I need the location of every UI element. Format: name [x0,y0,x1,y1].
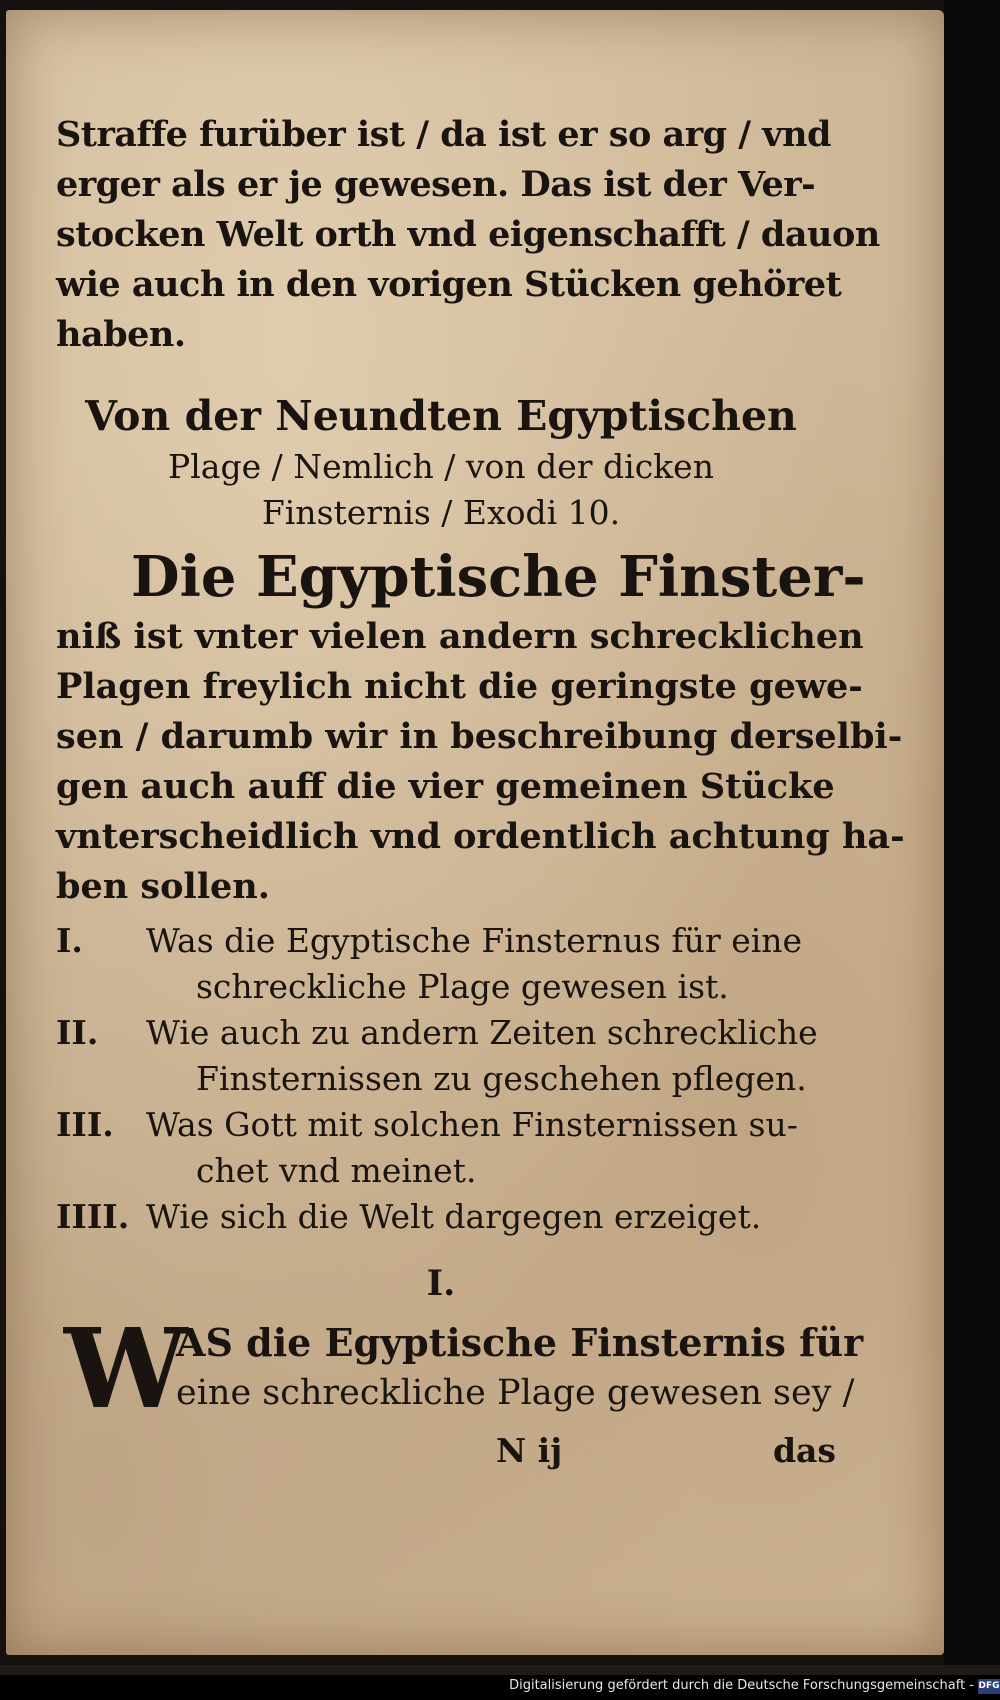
text-line: vnterscheidlich vnd ordentlich achtung ha- [56,816,905,857]
list-text: Was Gott mit solchen Finsternissen su- [146,1105,798,1144]
list-item [56,1194,826,1240]
list-text-continued: chet vnd meinet. [196,1151,477,1190]
top-paragraph [56,110,880,360]
text-line: Straffe furüber ist / da ist er so arg / vnd [56,114,832,155]
numbered-list [56,918,826,1240]
intro-initial-line: Die Egyptische Finster- [131,544,866,610]
scan-edge [944,0,1000,1665]
text-line: wie auch in den vorigen Stücken gehöret [56,264,842,305]
list-item [56,1102,826,1194]
intro-paragraph [56,612,905,912]
list-text-continued: schreckliche Plage gewesen ist. [196,967,729,1006]
list-text-continued: Finsternissen zu geschehen pflegen. [196,1059,807,1098]
list-number: II. [56,1013,99,1052]
book-page [6,10,944,1655]
list-text: Was die Egyptische Finsternus für eine [146,921,803,960]
text-line: niß ist vnter vielen andern schrecklichen [56,616,864,657]
list-item [56,1010,826,1102]
chapter-reference: Finsternis / Exodi 10. [261,493,621,532]
text-line: AS die Egyptische Finsternis für [176,1320,864,1365]
text-line: stocken Welt orth vnd eigenschafft / dauon [56,214,880,255]
list-text: Wie auch zu andern Zeiten schreckliche [146,1013,818,1052]
page-foot [56,1428,836,1474]
funding-credit: Digitalisierung gefördert durch die Deutsche Forschungsgemeinschaft - [509,1678,974,1693]
list-number: I. [56,921,83,960]
text-line: Plagen freylich nicht die geringste gewe- [56,666,863,707]
text-line: sen / darumb wir in beschreibung derselbi- [56,716,903,757]
list-number: IIII. [56,1197,130,1236]
list-text: Wie sich die Welt dargegen erzeiget. [146,1197,762,1236]
list-item [56,918,826,1010]
signature-mark: N ij [496,1431,563,1470]
text-line: erger als er je gewesen. Das ist der Ver- [56,164,816,205]
chapter-heading: Von der Neundten Egyptischen [85,392,797,440]
page-text [56,110,905,1474]
credit-bar [0,1675,1000,1700]
section-opening [56,1304,864,1433]
text-line: gen auch auff die vier gemeinen Stücke [56,766,835,807]
text-line: eine schreckliche Plage gewesen sey / [176,1373,855,1413]
catchword: das [772,1431,836,1470]
list-number: III. [56,1105,114,1144]
chapter-subheading: Plage / Nemlich / von der dicken [168,447,714,486]
text-line: haben. [56,314,186,355]
dfg-logo: DFG [978,1679,1000,1694]
section-number: I. [426,1263,456,1304]
text-line: ben sollen. [56,866,270,907]
drop-cap: W [64,1304,188,1433]
